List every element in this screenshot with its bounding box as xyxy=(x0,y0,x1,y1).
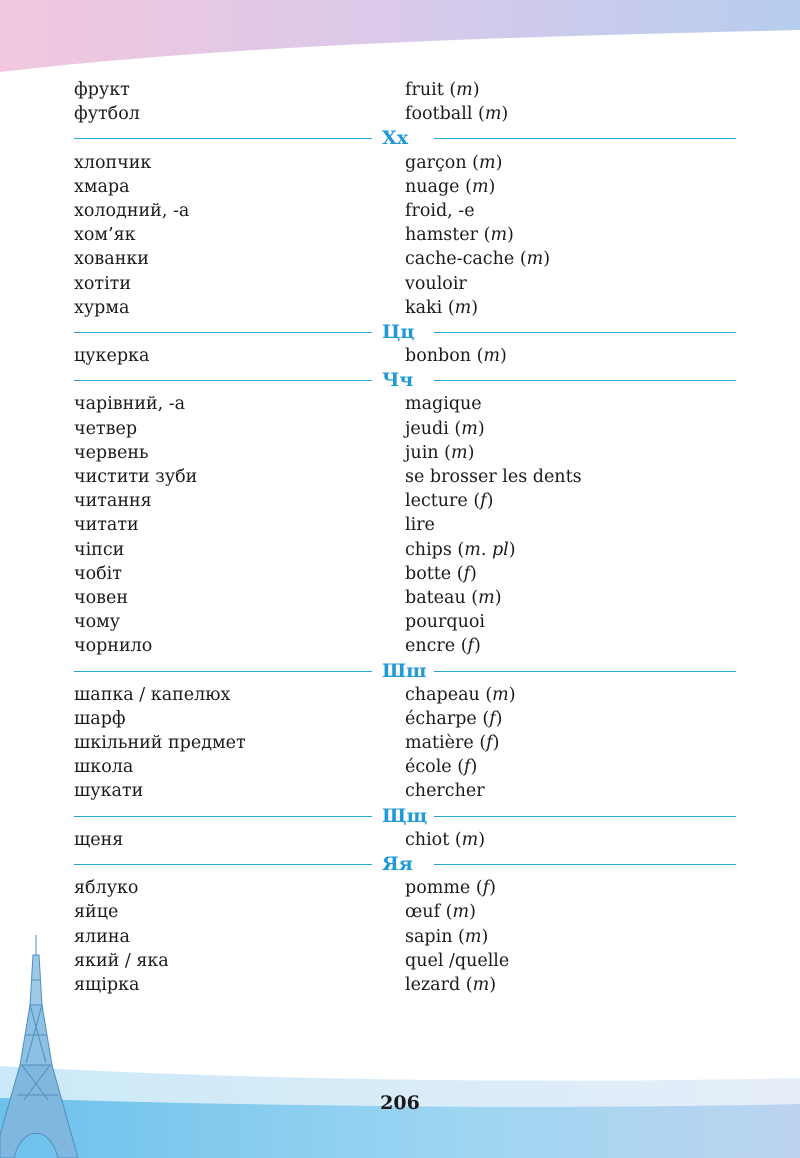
section-divider xyxy=(74,368,736,392)
french-translation: jeudi (m) xyxy=(405,418,485,439)
ukrainian-word: чарівний, -а xyxy=(74,394,186,415)
ukrainian-word: хом’як xyxy=(74,225,136,246)
ukrainian-word: яблуко xyxy=(74,878,139,899)
ukrainian-word: чобіт xyxy=(74,563,122,584)
french-translation: sapin (m) xyxy=(405,926,489,947)
french-word: écharpe xyxy=(405,708,477,729)
french-translation: bateau (m) xyxy=(405,587,502,608)
french-translation: lezard (m) xyxy=(405,974,497,995)
french-word: chercher xyxy=(405,781,485,802)
ukrainian-word: цукерка xyxy=(74,346,150,367)
glossary-entry xyxy=(74,247,736,271)
ukrainian-word: читання xyxy=(74,491,152,512)
glossary-entry xyxy=(74,151,736,175)
ukrainian-word: ялина xyxy=(74,926,130,947)
french-word: bonbon xyxy=(405,346,472,367)
french-translation: fruit (m) xyxy=(405,80,480,100)
french-word: froid, -e xyxy=(405,200,475,221)
gender-marker: m xyxy=(471,176,489,197)
section-divider xyxy=(74,126,736,150)
ukrainian-word: чому xyxy=(74,612,121,633)
glossary-entry xyxy=(74,344,736,368)
glossary-entry xyxy=(74,973,736,997)
french-translation xyxy=(405,272,467,296)
section-divider xyxy=(74,659,736,683)
gender-marker: m. pl xyxy=(464,539,509,560)
glossary-entry xyxy=(74,707,736,731)
french-word: encre xyxy=(405,636,456,657)
gender-marker: f xyxy=(482,878,490,899)
divider-line xyxy=(434,864,736,865)
section-divider xyxy=(74,804,736,828)
french-word: juin xyxy=(405,442,439,463)
section-letter: Цц xyxy=(382,320,415,343)
ukrainian-word: хмара xyxy=(74,176,130,197)
glossary-entry xyxy=(74,272,736,296)
glossary-entry xyxy=(74,949,736,973)
gender-marker: f xyxy=(463,563,471,584)
ukrainian-word: хотіти xyxy=(74,273,132,294)
ukrainian-word: яйце xyxy=(74,902,119,923)
french-word: lecture xyxy=(405,491,468,512)
glossary-entry xyxy=(74,102,736,126)
french-word: pourquoi xyxy=(405,612,485,633)
glossary-entry xyxy=(74,441,736,465)
ukrainian-word: чистити зуби xyxy=(74,467,198,487)
ukrainian-word: червень xyxy=(74,442,149,463)
glossary-entry xyxy=(74,513,736,537)
ukrainian-word: чіпси xyxy=(74,539,125,560)
french-translation: botte (f) xyxy=(405,563,477,584)
section-divider xyxy=(74,852,736,876)
gender-marker: m xyxy=(452,902,470,923)
glossary-entry xyxy=(74,610,736,634)
french-word: chips xyxy=(405,539,452,560)
divider-line xyxy=(434,332,736,333)
french-translation xyxy=(405,392,482,416)
glossary-entry xyxy=(74,876,736,900)
page-number: 206 xyxy=(380,1092,420,1114)
glossary-entry xyxy=(74,199,736,223)
french-translation: nuage (m) xyxy=(405,176,496,197)
french-translation xyxy=(405,199,475,223)
glossary-entry xyxy=(74,779,736,803)
glossary-entry xyxy=(74,296,736,320)
ukrainian-word: шарф xyxy=(74,708,126,729)
glossary-entry xyxy=(74,731,736,755)
french-word: chapeau xyxy=(405,684,480,705)
section-divider xyxy=(74,320,736,344)
french-word: vouloir xyxy=(405,273,467,294)
french-translation: écharpe (f) xyxy=(405,708,503,729)
french-translation: pomme (f) xyxy=(405,878,496,899)
french-word: jeudi xyxy=(405,418,449,439)
french-word: pomme xyxy=(405,878,471,899)
divider-line xyxy=(434,671,736,672)
gender-marker: m xyxy=(461,418,478,439)
divider-line xyxy=(434,380,736,381)
gender-marker: m xyxy=(478,587,495,608)
french-translation xyxy=(405,513,435,537)
glossary-entry xyxy=(74,828,736,852)
ukrainian-word: шапка / капелюх xyxy=(74,684,231,705)
ukrainian-word: футбол xyxy=(74,104,140,125)
ukrainian-word: читати xyxy=(74,515,139,536)
section-letter: Щщ xyxy=(382,804,428,827)
gender-marker: m xyxy=(450,442,468,463)
glossary-entry xyxy=(74,755,736,779)
glossary-entry xyxy=(74,562,736,586)
french-word: sapin xyxy=(405,926,453,947)
gender-marker: m xyxy=(456,80,473,100)
glossary-entry xyxy=(74,900,736,924)
section-letter: Шш xyxy=(382,659,427,682)
french-translation: école (f) xyxy=(405,757,478,778)
divider-line xyxy=(74,380,372,381)
divider-line xyxy=(74,864,372,865)
glossary-entry xyxy=(74,175,736,199)
french-word: garçon xyxy=(405,152,467,173)
french-translation: matière (f) xyxy=(405,733,500,754)
french-translation xyxy=(405,610,485,634)
ukrainian-word: холодний, -а xyxy=(74,200,190,221)
glossary-entry xyxy=(74,392,736,416)
french-translation: œuf (m) xyxy=(405,902,476,923)
glossary-entry xyxy=(74,925,736,949)
french-translation: football (m) xyxy=(405,104,509,125)
french-word: kaki xyxy=(405,297,443,318)
french-word: nuage xyxy=(405,176,460,197)
divider-line xyxy=(434,138,736,139)
ukrainian-word: шкільний предмет xyxy=(74,733,246,754)
french-translation: cache-cache (m) xyxy=(405,249,551,270)
glossary-entry xyxy=(74,465,736,489)
french-word: se brosser les dents xyxy=(405,467,582,487)
french-translation: juin (m) xyxy=(405,442,475,463)
french-word: quel /quelle xyxy=(405,950,510,971)
ukrainian-word: ящірка xyxy=(74,974,140,995)
gender-marker: f xyxy=(480,491,487,512)
ukrainian-word: школа xyxy=(74,757,134,778)
gender-marker: m xyxy=(483,346,501,367)
section-letter: Яя xyxy=(382,853,413,875)
french-translation: kaki (m) xyxy=(405,297,479,318)
french-word: bateau xyxy=(405,587,466,608)
glossary-entry xyxy=(74,78,736,102)
gender-marker: m xyxy=(484,104,502,125)
gender-marker: m xyxy=(492,684,509,705)
french-word: œuf xyxy=(405,902,441,923)
french-word: chiot xyxy=(405,829,450,850)
ukrainian-word: хованки xyxy=(74,249,149,270)
glossary-entry xyxy=(74,586,736,610)
gender-marker: m xyxy=(472,974,490,995)
french-translation: bonbon (m) xyxy=(405,346,507,367)
french-word: magique xyxy=(405,394,482,415)
ukrainian-word: чорнило xyxy=(74,636,153,657)
french-word: lezard xyxy=(405,974,461,995)
gender-marker: m xyxy=(461,829,479,850)
french-translation: hamster (m) xyxy=(405,225,514,246)
gender-marker: f xyxy=(486,733,493,754)
french-word: football xyxy=(405,104,473,125)
french-translation: lecture (f) xyxy=(405,491,494,512)
ukrainian-word: човен xyxy=(74,587,128,608)
ukrainian-word: четвер xyxy=(74,418,138,439)
ukrainian-word: який / яка xyxy=(74,950,169,971)
glossary-entry xyxy=(74,538,736,562)
glossary-entry xyxy=(74,634,736,658)
section-letter: Хх xyxy=(382,127,409,150)
french-translation: chips (m. pl) xyxy=(405,539,516,560)
french-word: botte xyxy=(405,563,452,584)
gender-marker: m xyxy=(490,225,508,246)
french-word: fruit xyxy=(405,80,444,100)
french-word: école xyxy=(405,757,452,778)
gender-marker: m xyxy=(454,297,472,318)
french-translation xyxy=(405,465,582,489)
french-translation: chiot (m) xyxy=(405,829,486,850)
french-word: hamster xyxy=(405,225,479,246)
gender-marker: m xyxy=(479,152,496,173)
french-word: cache-cache xyxy=(405,249,515,270)
glossary-entry xyxy=(74,417,736,441)
ukrainian-word: шукати xyxy=(74,781,144,802)
ukrainian-word: хурма xyxy=(74,297,130,318)
divider-line xyxy=(74,138,372,139)
glossary-list xyxy=(74,78,736,997)
french-translation: encre (f) xyxy=(405,636,481,657)
french-word: lire xyxy=(405,515,435,536)
ukrainian-word: щеня xyxy=(74,829,124,850)
glossary-entry xyxy=(74,683,736,707)
glossary-entry xyxy=(74,489,736,513)
french-word: matière xyxy=(405,733,474,754)
ukrainian-word: фрукт xyxy=(74,80,130,100)
french-translation: garçon (m) xyxy=(405,152,503,173)
french-translation xyxy=(405,949,509,973)
gender-marker: m xyxy=(464,926,482,947)
section-letter: Чч xyxy=(382,369,414,392)
divider-line xyxy=(74,332,372,333)
divider-line xyxy=(74,816,372,817)
divider-line xyxy=(434,816,736,817)
divider-line xyxy=(74,671,372,672)
gender-marker: f xyxy=(489,708,496,729)
gender-marker: f xyxy=(464,757,471,778)
french-translation: chapeau (m) xyxy=(405,684,516,705)
ukrainian-word: хлопчик xyxy=(74,152,152,173)
glossary-entry xyxy=(74,223,736,247)
french-translation xyxy=(405,779,485,803)
top-decorative-banner xyxy=(0,0,800,72)
gender-marker: f xyxy=(467,636,475,657)
gender-marker: m xyxy=(526,249,544,270)
